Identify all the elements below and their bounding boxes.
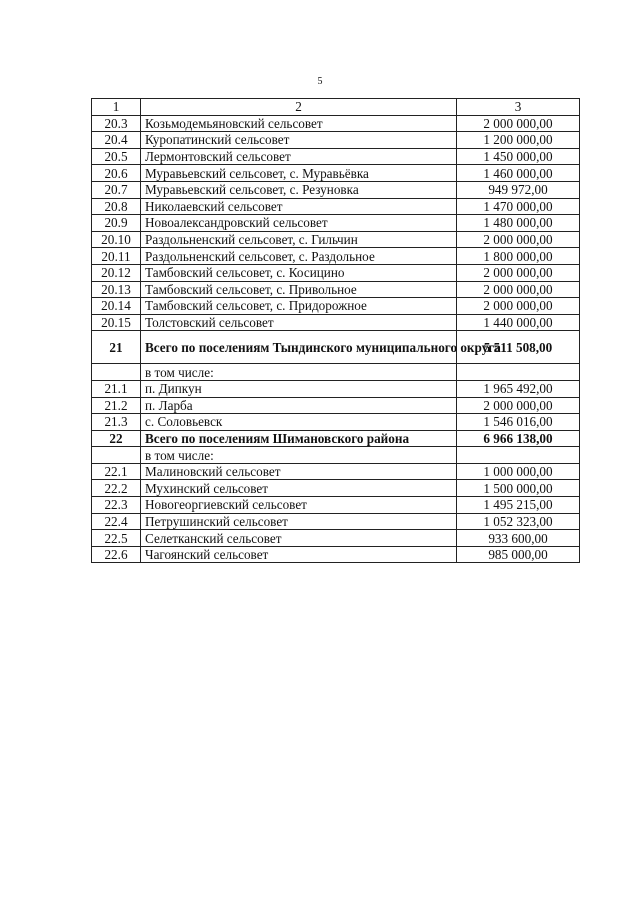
row-amount-cell: 1 000 000,00 [457,463,580,480]
row-name-cell: Мухинский сельсовет [141,480,457,497]
row-number-cell: 20.7 [92,181,141,198]
row-amount-cell: 2 000 000,00 [457,397,580,414]
row-amount-cell: 1 450 000,00 [457,148,580,165]
row-number-cell [92,364,141,381]
row-name-cell: в том числе: [141,364,457,381]
row-name-cell: Николаевский сельсовет [141,198,457,215]
table-row [92,397,580,414]
table-row [92,215,580,232]
row-name-cell: Раздольненский сельсовет, с. Гильчин [141,231,457,248]
row-number-cell: 20.11 [92,248,141,265]
row-amount-cell: 949 972,00 [457,181,580,198]
table-body [92,99,580,563]
row-number-cell: 20.5 [92,148,141,165]
row-amount-cell: 1 800 000,00 [457,248,580,265]
table-row [92,198,580,215]
row-name-cell: Лермонтовский сельсовет [141,148,457,165]
row-amount-cell: 1 500 000,00 [457,480,580,497]
row-amount-cell: 2 000 000,00 [457,115,580,132]
header-cell-amount: 3 [457,99,580,116]
row-amount-cell: 933 600,00 [457,530,580,547]
page-number: 5 [317,76,323,87]
row-amount-cell: 1 495 215,00 [457,497,580,514]
allocation-table [91,98,580,563]
row-name-cell: Муравьевский сельсовет, с. Муравьёвка [141,165,457,182]
row-name-cell: Петрушинский сельсовет [141,513,457,530]
row-name-cell: Раздольненский сельсовет, с. Раздольное [141,248,457,265]
table-header-row [92,99,580,116]
row-number-cell: 20.4 [92,132,141,149]
row-number-cell: 22.3 [92,497,141,514]
row-name-cell: Муравьевский сельсовет, с. Резуновка [141,181,457,198]
row-name-cell: п. Ларба [141,397,457,414]
row-amount-cell [457,364,580,381]
row-name-cell: Селетканский сельсовет [141,530,457,547]
row-name-cell: Новоалександровский сельсовет [141,215,457,232]
row-name-cell: Всего по поселениям Тындинского муниципального округа [141,331,457,364]
row-number-cell: 20.9 [92,215,141,232]
row-amount-cell: 1 460 000,00 [457,165,580,182]
table-row [92,165,580,182]
row-number-cell: 22 [92,430,141,447]
table-row [92,231,580,248]
table-row [92,181,580,198]
header-cell-name: 2 [141,99,457,116]
table-row [92,148,580,165]
row-amount-cell: 1 052 323,00 [457,513,580,530]
row-name-cell: Тамбовский сельсовет, с. Косицино [141,264,457,281]
row-name-cell: Тамбовский сельсовет, с. Придорожное [141,298,457,315]
table-row [92,264,580,281]
row-amount-cell: 1 546 016,00 [457,414,580,431]
table-row [92,480,580,497]
row-name-cell: Тамбовский сельсовет, с. Привольное [141,281,457,298]
row-name-cell: Козьмодемьяновский сельсовет [141,115,457,132]
row-amount-cell: 5 511 508,00 [457,331,580,364]
table-row [92,364,580,381]
row-amount-cell: 1 965 492,00 [457,380,580,397]
table-row [92,281,580,298]
row-amount-cell: 2 000 000,00 [457,298,580,315]
table-total-row [92,331,580,364]
row-name-cell: Новогеоргиевский сельсовет [141,497,457,514]
row-number-cell: 21.1 [92,380,141,397]
table-row [92,298,580,315]
row-number-cell: 22.4 [92,513,141,530]
row-amount-cell: 1 200 000,00 [457,132,580,149]
table-row [92,115,580,132]
row-name-cell: Чагоянский сельсовет [141,546,457,563]
row-number-cell: 20.6 [92,165,141,182]
row-number-cell: 22.5 [92,530,141,547]
table-row [92,414,580,431]
row-number-cell: 20.14 [92,298,141,315]
table-row [92,132,580,149]
row-amount-cell: 985 000,00 [457,546,580,563]
row-number-cell: 22.1 [92,463,141,480]
table-row [92,447,580,464]
row-name-cell: Куропатинский сельсовет [141,132,457,149]
row-number-cell: 20.3 [92,115,141,132]
table-row [92,513,580,530]
table-row [92,530,580,547]
row-amount-cell: 2 000 000,00 [457,231,580,248]
row-number-cell: 22.6 [92,546,141,563]
row-number-cell: 21 [92,331,141,364]
row-amount-cell: 2 000 000,00 [457,281,580,298]
row-number-cell: 20.15 [92,314,141,331]
table-row [92,546,580,563]
row-amount-cell: 6 966 138,00 [457,430,580,447]
table-row [92,380,580,397]
header-cell-number: 1 [92,99,141,116]
table-row [92,463,580,480]
row-name-cell: Толстовский сельсовет [141,314,457,331]
row-amount-cell: 2 000 000,00 [457,264,580,281]
row-name-cell: Малиновский сельсовет [141,463,457,480]
table-row [92,314,580,331]
row-amount-cell: 1 440 000,00 [457,314,580,331]
row-number-cell: 20.8 [92,198,141,215]
row-number-cell: 21.3 [92,414,141,431]
row-amount-cell [457,447,580,464]
row-number-cell [92,447,141,464]
row-name-cell: Всего по поселениям Шимановского района [141,430,457,447]
row-amount-cell: 1 470 000,00 [457,198,580,215]
row-number-cell: 20.13 [92,281,141,298]
row-number-cell: 20.10 [92,231,141,248]
row-amount-cell: 1 480 000,00 [457,215,580,232]
row-name-cell: п. Дипкун [141,380,457,397]
row-name-cell: в том числе: [141,447,457,464]
table-row [92,497,580,514]
row-name-cell: с. Соловьевск [141,414,457,431]
row-number-cell: 21.2 [92,397,141,414]
table-total-row [92,430,580,447]
row-number-cell: 20.12 [92,264,141,281]
row-number-cell: 22.2 [92,480,141,497]
table-row [92,248,580,265]
